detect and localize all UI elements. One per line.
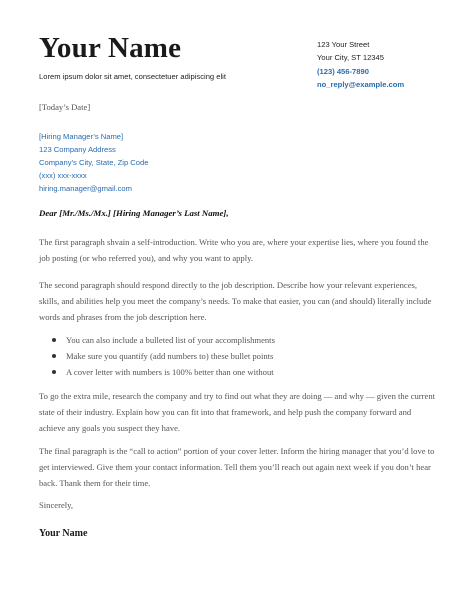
recipient-email-link[interactable]: hiring.manager@gmail.com xyxy=(39,184,132,193)
applicant-tagline: Lorem ipsum dolor sit amet, consectetuer adipiscing elit xyxy=(39,72,226,81)
recipient-name: [Hiring Manager’s Name] xyxy=(39,132,124,141)
list-item xyxy=(52,348,437,364)
paragraph-job-description: The second paragraph should respond directly to the job description. Describe how your relevant experiences, skills, and abilities help you meet the company’s needs. To make that easier, you can (and should) literally include words and phrases from the job description here. xyxy=(39,280,432,322)
recipient-block xyxy=(39,130,148,195)
recipient-phone: (xxx) xxx-xxxx xyxy=(39,171,87,180)
recipient-city: Company’s City, State, Zip Code xyxy=(39,158,149,167)
paragraph-introduction: The first paragraph shvain a self-introduction. Write who you are, where your expertise lies, where you found the job posting (or who referred you), and why you want to apply. xyxy=(39,237,429,263)
contact-street: 123 Your Street xyxy=(317,40,370,49)
applicant-name-heading: Your Name xyxy=(39,32,182,64)
signature-name: Your Name xyxy=(39,528,88,539)
paragraph-call-to-action: The final paragraph is the “call to action” portion of your cover letter. Inform the hiring manager that you’d love to get interviewed. Give them your contact information. Tell them you’ll reach out again next week if you don’t hear back. Thank them for their time. xyxy=(39,446,435,488)
letter-date: [Today’s Date] xyxy=(39,102,91,112)
bullet-text: Make sure you quantify (add numbers to) these bullet points xyxy=(66,351,274,361)
contact-city: Your City, ST 12345 xyxy=(317,53,384,63)
paragraph-company-research: To go the extra mile, research the company and try to find out what they are doing — and why — given the current state of their industry. Explain how you can fit into that framework, and help push the company forward and achieve any goals you suspect they have. xyxy=(39,391,436,433)
list-item xyxy=(52,364,437,380)
recipient-address: 123 Company Address xyxy=(39,145,116,154)
list-item xyxy=(52,332,437,348)
bullet-text: You can also include a bulleted list of your accomplishments xyxy=(66,335,275,345)
bullet-icon xyxy=(52,370,56,374)
bullet-icon xyxy=(52,338,56,342)
contact-email-link[interactable]: no_reply@example.com xyxy=(317,79,405,89)
contact-phone: (123) 456-7890 xyxy=(317,66,369,76)
salutation: Dear [Mr./Ms./Mx.] [Hiring Manager’s Last Name], xyxy=(39,208,229,218)
bullet-text: A cover letter with numbers is 100% better than one without xyxy=(66,367,274,377)
closing: Sincerely, xyxy=(39,500,74,510)
applicant-contact-block xyxy=(317,38,404,91)
bullet-icon xyxy=(52,354,56,358)
accomplishments-list xyxy=(52,332,437,380)
